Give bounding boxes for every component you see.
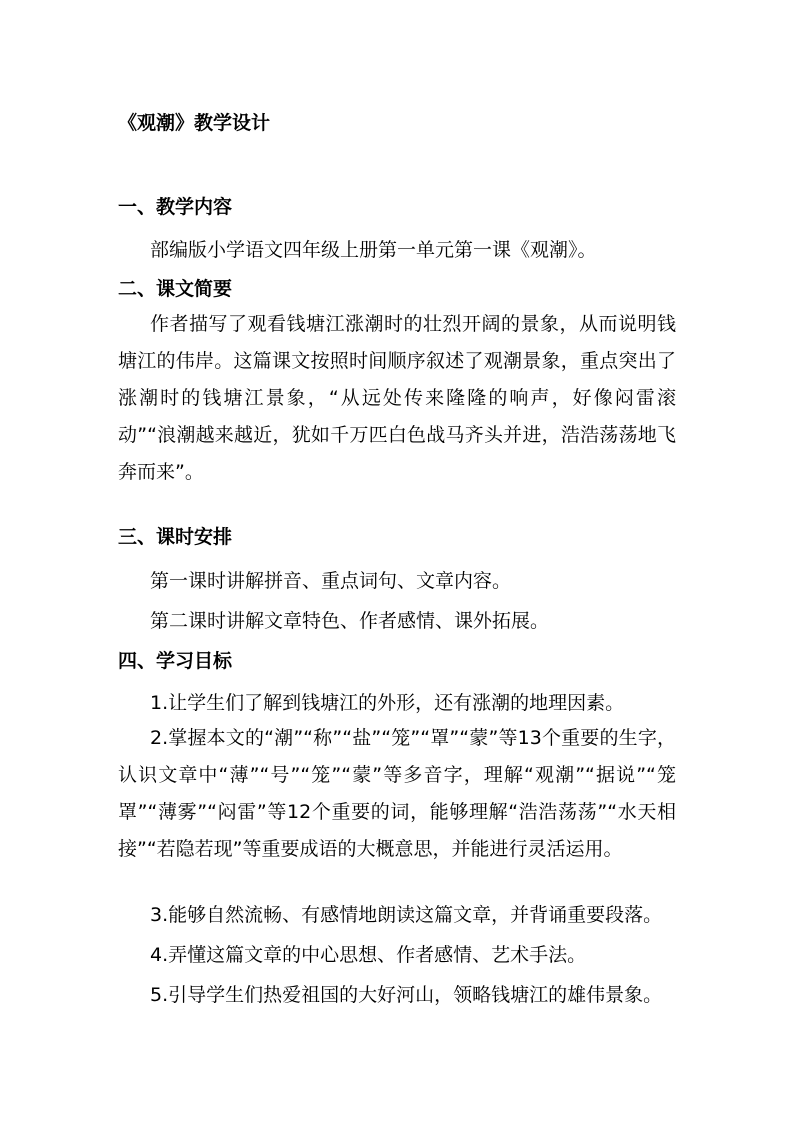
section-heading-learning-goals: 四、学习目标	[118, 650, 233, 672]
section-text-teaching-content: 部编版小学语文四年级上册第一单元第一课《观潮》。	[150, 239, 597, 261]
section-paragraph-text-summary: 作者描写了观看钱塘江涨潮时的壮烈开阔的景象，从而说明钱塘江的伟岸。这篇课文按照时间顺序叙述了观潮景象，重点突出了涨潮时的钱塘江景象，“从远处传来隆隆的响声，好像闷雷滚动”“浪潮越来越近，犹如千万匹白色战马齐头并进，浩浩荡荡地飞奔而来”。	[118, 313, 676, 483]
section-heading-text-summary: 二、课文简要	[118, 278, 233, 300]
goal-item-3: 3.能够自然流畅、有感情地朗读这篇文章，并背诵重要段落。	[150, 904, 663, 926]
goal-item-2: 2.掌握本文的“潮”“称”“盐”“笼”“罩”“蒙”等13个重要的生字，认识文章中“薄”“号”“笼”“蒙”等多音字，理解“观潮”“据说”“笼罩”“薄雾”“闷雷”等12个重要的词，能够理解“浩浩荡荡”“水天相接”“若隐若现”等重要成语的大概意思，并能进行灵活运用。	[118, 727, 676, 860]
document-title: 《观潮》教学设计	[118, 112, 271, 134]
goal-item-5: 5.引导学生们热爱祖国的大好河山，领略钱塘江的雄伟景象。	[150, 984, 663, 1006]
schedule-line-1: 第一课时讲解拼音、重点词句、文章内容。	[150, 570, 512, 592]
goal-item-1: 1.让学生们了解到钱塘江的外形，还有涨潮的地理因素。	[150, 692, 625, 714]
section-heading-schedule: 三、课时安排	[118, 526, 233, 548]
schedule-line-2: 第二课时讲解文章特色、作者感情、课外拓展。	[150, 610, 550, 632]
goal-item-4: 4.弄懂这篇文章的中心思想、作者感情、艺术手法。	[150, 944, 587, 966]
section-heading-teaching-content: 一、教学内容	[118, 196, 233, 218]
